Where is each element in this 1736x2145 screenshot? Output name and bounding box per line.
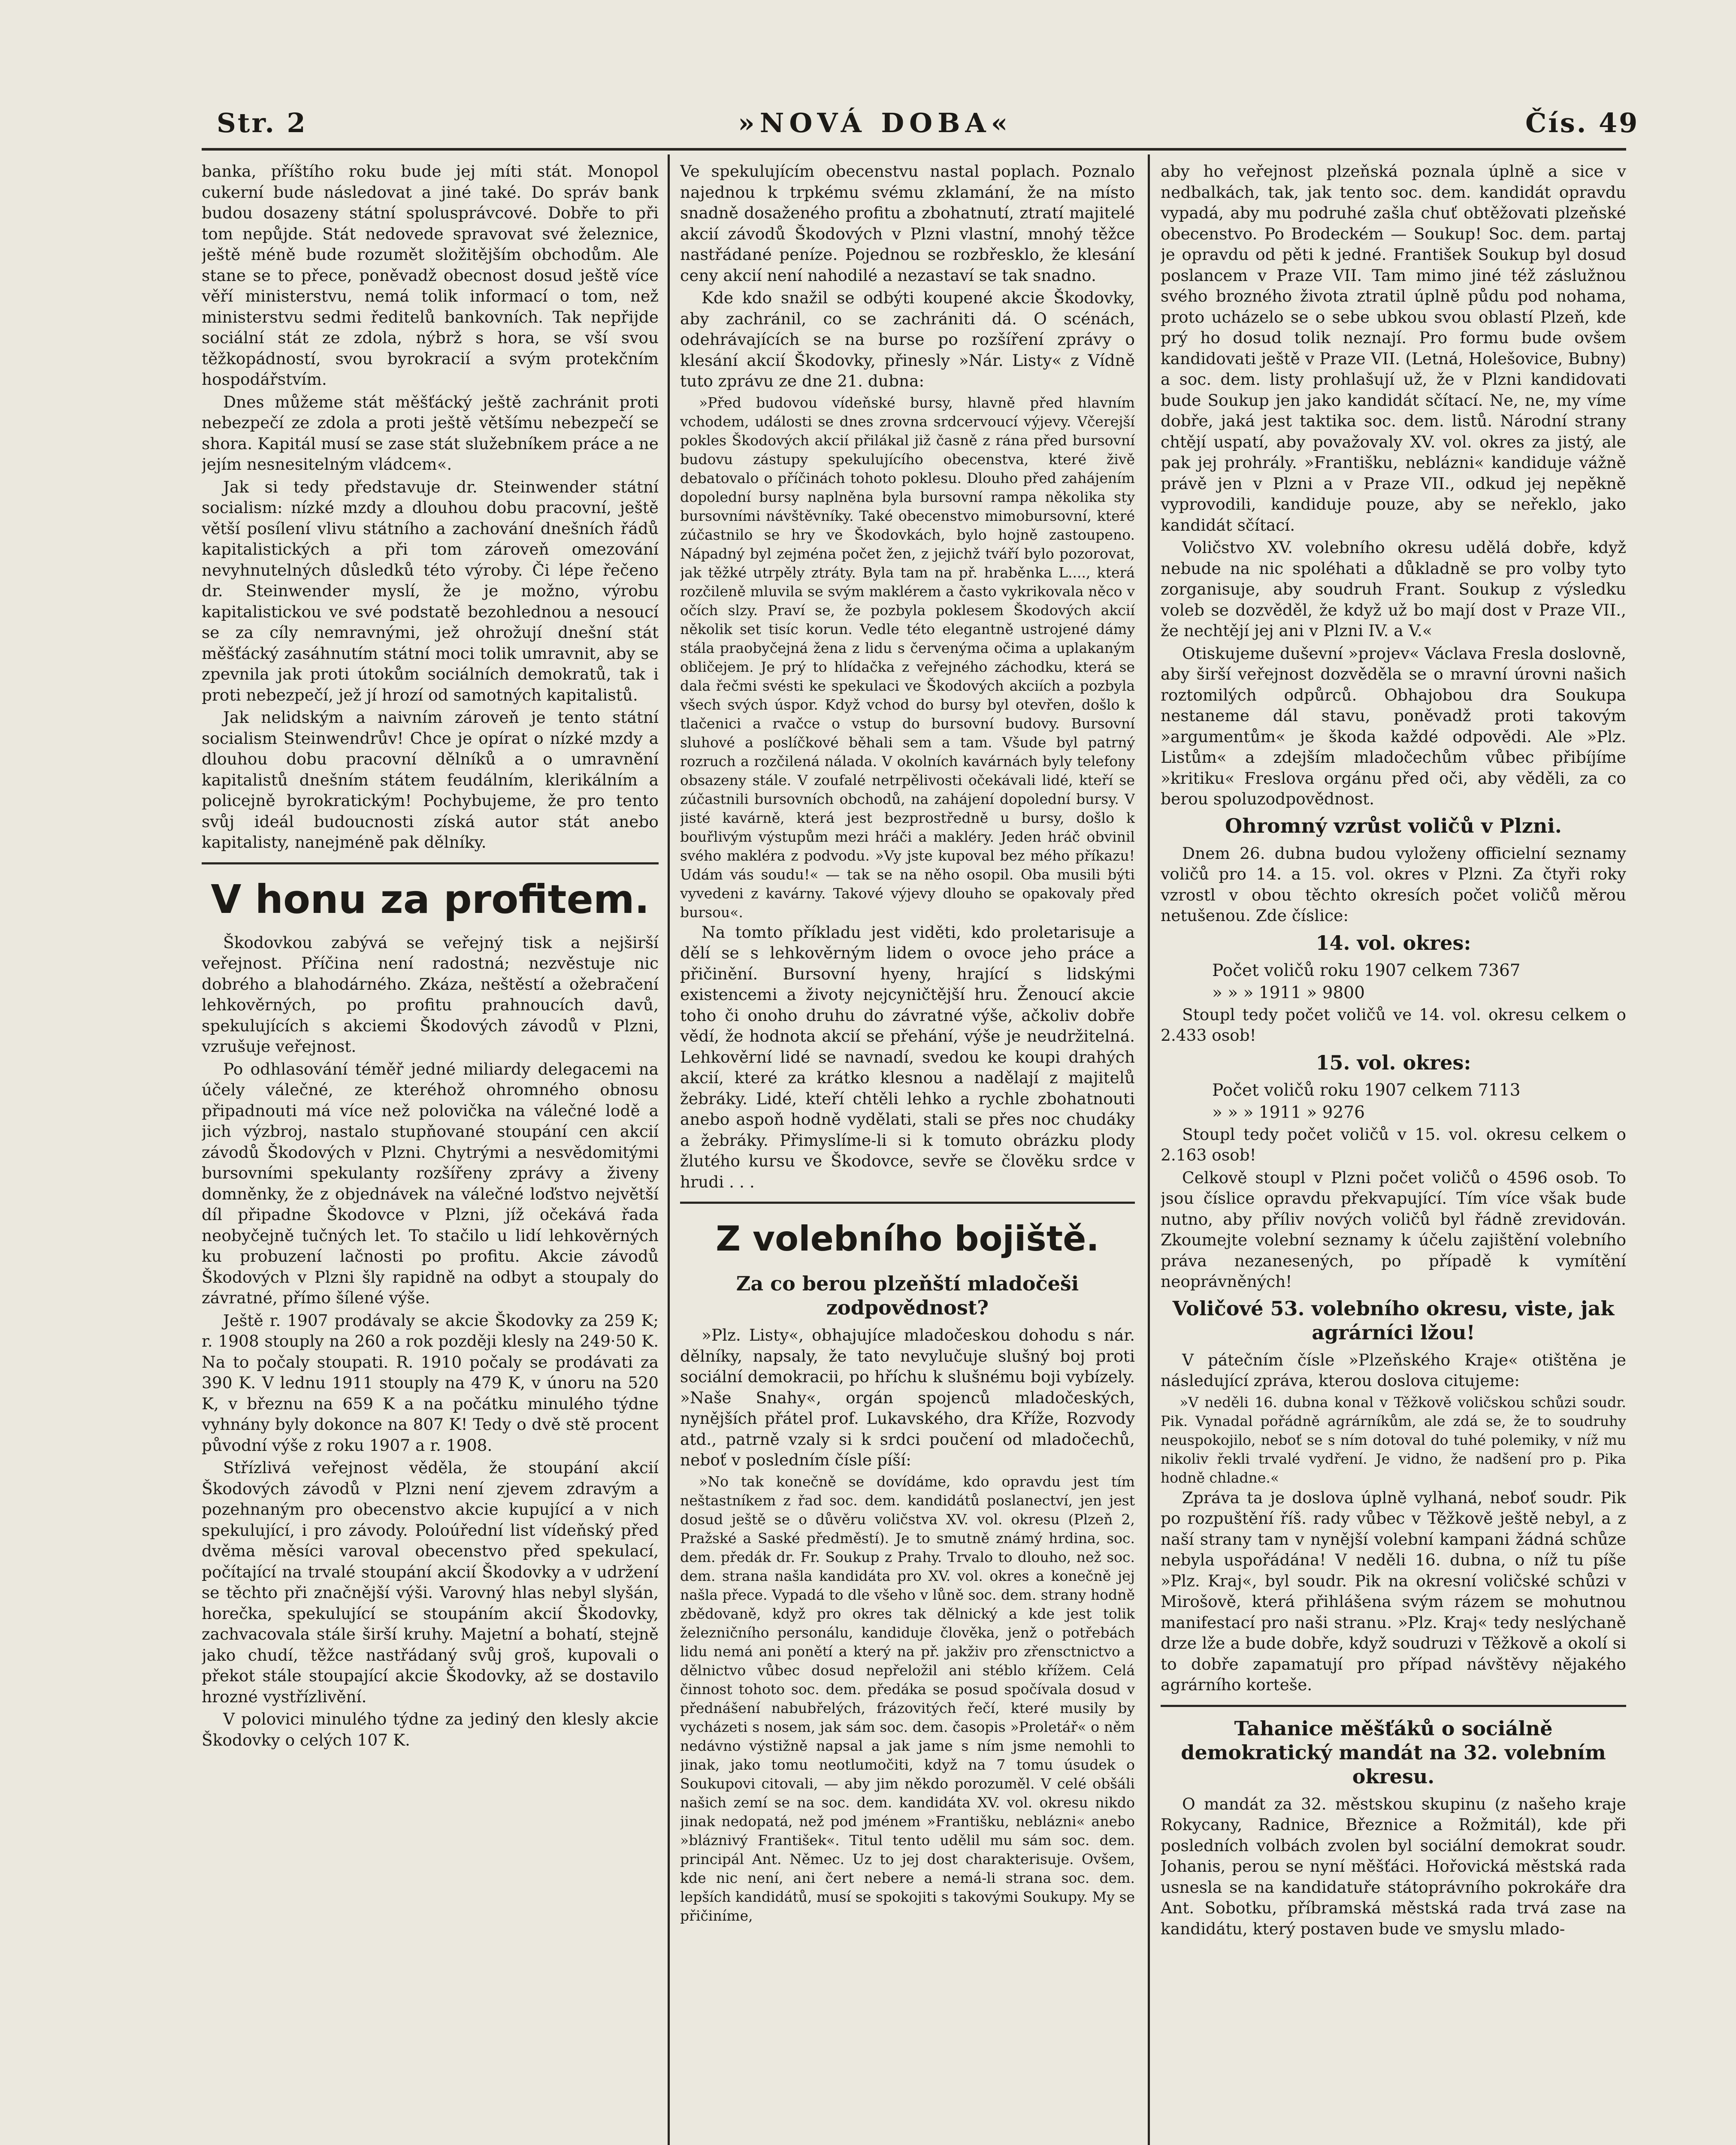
quoted-report: »No tak konečně se dovídáme, kdo opravdu jest tím neštastníkem z řad soc. dem. kandidátů poslanectví, jen jest dosud ještě se o důvěru voličstva XV. vol. okresu (Plzeň 2, Pražské a Saské předměstí). Je to smutně známý hrdina, soc. dem. předák dr. Fr. Soukup z Prahy. Trvalo to dlouho, než soc. dem. strana našla kandidáta pro XV. vol. okres a konečně jej našla přece. Vypadá to dle všeho v lůně soc. dem. strany hodně zbědovaně, když pro okres tak dělnický a kde jest tolik železničního personálu, kandiduje člověka, jenž o potřebách lidu nemá ani ponětí a který na př. jakživ pro zřensctnictvo a dělnictvo vůbec dosud nepřeložil ani stéblo křížem. Celá činnost tohoto soc. dem. předáka se posud spočívala dosud v přednášení nabubřelých, frázovitých řečí, které musily by vycházeti s nosem, jak sám soc. dem. časopis »Proletář« o něm nedávno výstižně napsal a jak jame s ním jsme nemohli to jinak, jako tomu neotlumočiti, když na 7 tomu úsudek o Soukupovi citovali, — aby jim někdo porozuměl. V celé obšáli našich zemí se na soc. dem. kandidáta XV. vol. okresu nikdo jinak nedopatá, než pod jménem »Františku, neblázni« anebo »bláznivý František«. Titul tento udělil mu sám soc. dem. principál Ant. Němec. Uz to jej dost charakterisuje. Ovšem, kde nic není, ani čert nebere a nemá-li strana soc. dem. lepších kandidátů, musí se spokojiti s takovými Soukupy. My se přičiníme,: [680, 1473, 1135, 1924]
district-heading: 15. vol. okres:: [1316, 1051, 1471, 1074]
article-subtitle: Za co berou plzeňští mladočeši zodpovědnost?: [736, 1272, 1079, 1319]
section-rule: [202, 862, 659, 864]
stat-summary: Stoupl tedy počet voličů ve 14. vol. okresu celkem o 2.433 osob!: [1161, 1005, 1626, 1045]
stat-line: Počet voličů roku 1907 celkem 7113: [1212, 1080, 1521, 1100]
article-paragraph: Střízlivá veřejnost věděla, že stoupání akcií Škodových závodů v Plzni není zjevem zdravým a pozehnaným pro obecenstvo akcie kupující a v nich spekulující, i pro závody. Poloúřední list vídeňský před dvěma měsíci varoval obecenstvo před spekulací, počítající na trvalé stoupání akcií Škodovky a v udržení se těchto při značnější výši. Varovný hlas nebyl slyšán, horečka, spekulující se stoupáním akcií Škodovky, zachvacovala stále širší kruhy. Majetní a bohatí, stejně jako chudí, těžce nastřádaný svůj groš, kupovali o překot stále stoupající akcie Škodovky, až se dostavilo hrozné vystřízlivění.: [202, 1458, 659, 1706]
stat-line: » » » 1911 » 9276: [1212, 1103, 1365, 1122]
article-paragraph: Kde kdo snažil se odbýti koupené akcie Škodovky, aby zachránil, co se zachrániti dá. O scénách, odehrávajících se na burse po rozšíření zprávy o klesání akcií Škodovky, přinesly »Nár. Listy« z Vídně tuto zprávu ze dne 21. dubna:: [680, 288, 1135, 390]
header-rule: [202, 148, 1626, 151]
column-1: [202, 161, 659, 2145]
article-paragraph: Celkově stoupl v Plzni počet voličů o 4596 osob. To jsou číslice opravdu překvapující. Tím více však bude nutno, aby příliv nových voličů byl řádně zrevidován. Zkoumejte volební seznamy k účelu zajištění volebního práva nezanesených, po případě k vymítění neoprávněných!: [1161, 1168, 1626, 1291]
article-title: Voličové 53. volebního okresu, viste, jak agrárníci lžou!: [1172, 1296, 1615, 1344]
quoted-report: »Před budovou vídeňské bursy, hlavně před hlavním vchodem, události se dnes zrovna srdcervoucí výjevy. Včerejší pokles Škodových akcií přilákal již časně z rána před bursovní budovu zástupy spekulujícího obecenstva, které živě debatovalo o příčinách tohoto poklesu. Dlouho před zahájením dopolední bursy naplněna byla bursovní rampa několika sty bursovními návštěvníky. Také obecenstvo mimobursovní, které zúčastnilo se hry ve Škodovkách, bylo hojně zastoupeno. Nápadný byl zejména počet žen, z jejichž tváří bylo pozorovat, jak těžké utrpěly ztráty. Byla tam na př. hraběnka L...., která rozčileně mluvila se svým maklérem a často vykrikovala něco v očích slzy. Praví se, že pozbyla poklesem Škodových akcií několik set tisíc korun. Vedle této elegantně ustrojené dámy stála praobyčejná žena z lidu s červenýma očima a uplakaným obličejem. Je prý to hlídačka z veřejného záchodku, která se dala řečmi svésti ke spekulaci ve Škodových akciích a pozbyla všech svých úspor. Když vchod do bursy byl otevřen, došlo k tlačenici a rvačce o vstup do bursovní budovy. Bursovní sluhové a poslíčkové běhali sem a tam. Všude byl patrný rozruch a rozčilená nálada. V okolních kavárnách byly telefony obsazeny stále. V zoufalé netrpělivosti očekávali lidé, kteří se zúčastnili bursovních obchodů, na zahájení dopolední bursy. V jisté kavárně, která jest bezprostředně u bursy, došlo k bouřlivým výstupům mezi hráči a makléry. Jeden hráč obvinil svého makléra z podvodu. »Vy jste kupoval bez mého příkazu! Udám vás soudu!« — tak se na něho osopil. Oba musili býti vyvedeni z kavárny. Takové výjevy dlouho se opakovaly před bursou«.: [680, 394, 1135, 921]
article-paragraph: Otiskujeme duševní »projev« Václava Fresla doslovně, aby širší veřejnost dozvěděla se o mravní úrovni našich roztomilých odpůrců. Obhajobou dra Soukupa nestaneme dál stavu, poněvadž proti takovým »argumentům« je škoda každé odpovědi. Ale »Plz. Listům« a zdejším mladočechům vůbec přibíjíme »kritiku« Freslova orgánu před oči, aby věděli, za co berou spoluzodpovědnost.: [1161, 644, 1626, 808]
article-paragraph: »Plz. Listy«, obhajujíce mladočeskou dohodu s nár. dělníky, napsaly, že tato nevylučuje slušný boj proti sociální demokracii, po hříchu k slušnému boji vybízely. »Naše Snahy«, orgán spojenců mladočeských, nynějších přátel prof. Lukavského, dra Kříže, Rozvody atd., patrně vzaly si k srdci poučení od mladočechů, neboť v posledním čísle píší:: [680, 1326, 1135, 1469]
article-paragraph: Dnes můžeme stát měšťácký ještě zachránit proti nebezpečí ze zdola a proti ještě většímu nebezpečí se shora. Kapitál musí se zase stát služebníkem práce a ne jejím nesnesitelným vládcem«.: [202, 392, 659, 474]
article-paragraph: O mandát za 32. městskou skupinu (z našeho kraje Rokycany, Radnice, Březnice a Rožmitál), kde při posledních volbách zvolen byl sociální demokrat soudr. Johanis, perou se nyní měšťáci. Hořovická městská rada usnesla se na kandidatuře státoprávního pokrokáře dra Ant. Sobotku, příbramská městská rada trvá zase na kandidátu, který postaven bude ve smyslu mlado-: [1161, 1794, 1626, 1938]
article-paragraph: V polovici minulého týdne za jediný den klesly akcie Škodovky o celých 107 K.: [202, 1710, 659, 1749]
article-paragraph: Ještě r. 1907 prodávaly se akcie Škodovky za 259 K; r. 1908 stouply na 260 a rok později klesly na 249·50 K. Na to počaly stoupati. R. 1910 počaly se prodávati za 390 K. V lednu 1911 stouply na 479 K, v únoru na 520 K, v březnu na 659 K a na počátku minulého týdne vyhnány byly dokonce na 807 K! Tedy o dvě stě procent původní výše z roku 1907 a r. 1908.: [202, 1311, 659, 1455]
article-paragraph: Jak nelidským a naivním zároveň je tento státní socialism Steinwendrův! Chce je opírat o nízké mzdy a dlouhou dobu pracovní dělníků a o umravnění kapitalistů dnešním státem feudálním, klerikálním a policejně byrokratickým! Pochybujeme, že pro tento svůj ideál budoucnosti získá autor stát anebo kapitalisty, nanejméně pak dělníky.: [202, 708, 659, 852]
stat-line: Počet voličů roku 1907 celkem 7367: [1212, 961, 1521, 980]
article-title: Ohromný vzrůst voličů v Plzni.: [1225, 814, 1562, 837]
article-paragraph: Po odhlasování téměř jedné miliardy delegacemi na účely válečné, ze kteréhož ohromného obnosu připadnouti má více než polovička na válečné lodě a jich výzbroj, nastalo stupňované stoupání cen akcií závodů Škodových v Plzni. Chytrými a nesvědomitými bursovními spekulanty rozšířeny zprávy a živeny domněnky, že z objednávek na válečné loďstvo největší díl připadne Škodovce v Plzni, jíž očekává řada neobyčejně tučných let. To stačilo u lidí lehkověrných ku probuzení lačnosti po profitu. Akcie závodů Škodových v Plzni šly rapidně na odbyt a stoupaly do závratné, přímo šílené výše.: [202, 1059, 659, 1307]
section-rule: [680, 1202, 1135, 1204]
article-paragraph: Ve spekulujícím obecenstvu nastal poplach. Poznalo najednou k trpkému svému zklamání, že na místo snadně dosaženého profitu a zbohatnutí, ztratí majitelé akcií závodů Škodových v Plzni vlastní, mnohý těžce nastřádané peníze. Pojednou se rozbřesklo, že klesání ceny akcií není nahodilé a nezastaví se tak snadno.: [680, 162, 1135, 285]
article-paragraph: banka, příštího roku bude jej míti stát. Monopol cukerní bude následovat a jiné také. Do správ bank budou dosazeny státní spolusprávcové. Dobře to při tom nepůjde. Stát nedovede spravovat své železnice, ještě méně bude rozumět složitějším obchodům. Ale stane se to přece, poněvadž obecnost dosud ještě více věří ministerstvu, nemá tolik informací o tom, než ministerstvu sedmi ředitelů bankovních. Tak nepřijde sociální stát ze zdola, nýbrž s hora, se vší svou těžkopádností, svou byrokracií a svým protekčním hospodářstvím.: [202, 162, 659, 389]
district-heading: 14. vol. okres:: [1316, 931, 1471, 955]
section-rule: [1161, 1705, 1626, 1707]
article-paragraph: V pátečním čísle »Plzeňského Kraje« otištěna je následující zpráva, kterou doslova citujeme:: [1161, 1350, 1626, 1390]
article-title: Tahanice měšťáků o sociálně demokratický mandát na 32. volebním okresu.: [1181, 1716, 1606, 1788]
column-divider-2: [1148, 154, 1150, 2145]
masthead-title: »NOVÁ DOBA«: [738, 107, 1013, 139]
page-number: Str. 2: [217, 107, 307, 139]
article-paragraph: aby ho veřejnost plzeňská poznala úplně a sice v nedbalkách, tak, jak tento soc. dem. kandidát opravdu vypadá, aby mu podruhé zašla chuť obtěžovati plzeňské obecenstvo. Po Brodeckém — Soukup! Soc. dem. partaj je opravdu od pěti k jedné. František Soukup byl dosud poslancem v Praze VII. Tam mimo jiné též záslužnou svého brozného života ztratil úplně půdu pod nohama, proto ucházelo se o sebe ubkou svou oblastí Plzeň, kde prý ho dosud tolik neznají. Pro formu bude ovšem kandidovati ještě v Praze VII. (Letná, Holešovice, Bubny) a soc. dem. listy prohlašují už, že v Plzni kandidovati bude Soukup jen jako kandidát sčítací. Ne, ne, my víme dobře, jaká jest taktika soc. dem. listů. Národní strany chtějí uspatí, aby považovaly XV. vol. okres za jistý, ale pak jej prohrály. »Františku, neblázni« kandiduje vážně právě jen v Plzni a v Praze VII., odkud jej nepěkně vyprovodili, kandiduje pouze, aby se neřeklo, jako kandidát sčítací.: [1161, 162, 1626, 535]
stat-line: » » » 1911 » 9800: [1212, 983, 1365, 1003]
article-paragraph: Na tomto příkladu jest viděti, kdo proletarisuje a dělí se s lehkověrným lidem o ovoce jeho práce a přičinění. Bursovní hyeny, hrající s lidskými existencemi a životy nejcyničtější hru. Ženoucí akcie toho či onoho druhu do závratné výše, ačkoliv dobře vědí, že hodnota akcií se přehání, výše je neudržitelná. Lehkověrní lidé se navnadí, svedou ke koupi drahých akcií, které za krátko klesnou a nadělají z majitelů žebráky. Lidé, kteří chtěli lehko a rychle zbohatnouti anebo aspoň hodně vydělati, stali se přes noc chudáky a žebráky. Přimyslíme-li si k tomuto obrázku plody žlutého kursu ve Škodovce, sevře se člověku srdce v hrudi . . .: [680, 922, 1135, 1191]
article-paragraph: Dnem 26. dubna budou vyloženy officielní seznamy voličů pro 14. a 15. vol. okres v Plzni. Za čtyři roky vzrostl v obou těchto okresích počet voličů měrou netušenou. Zde číslice:: [1161, 843, 1626, 925]
issue-number: Čís. 49: [1525, 107, 1639, 139]
column-2: [680, 161, 1135, 2145]
column-divider-1: [668, 154, 670, 2145]
stat-summary: Stoupl tedy počet voličů v 15. vol. okresu celkem o 2.163 osob!: [1161, 1124, 1626, 1164]
article-paragraph: Zpráva ta je doslova úplně vylhaná, neboť soudr. Pik po rozpuštění říš. rady vůbec v Těžkově ještě nebyl, a z naší strany tam v nynější volební kampani žádná schůze nebyla uspořádána! V neděli 16. dubna, o níž tu píše »Plz. Kraj«, byl soudr. Pik na okresní voličské schůzi v Mirošově, která přihlášena svým rázem se mohutnou manifestací pro naši stranu. »Plz. Kraj« tedy neslýchaně drze lže a bude dobře, když soudruzi v Těžkově a okolí si to dobře zapamatují pro případ návštěvy nějakého agrárního korteše.: [1161, 1488, 1626, 1694]
column-3: [1161, 161, 1626, 2145]
article-title: Z volebního bojiště.: [716, 1219, 1099, 1259]
article-paragraph: Škodovkou zabývá se veřejný tisk a nejširší veřejnost. Příčina není radostná; nezvěstuje nic dobrého a blahodárného. Zkáza, neštěstí a ožebračení lehkověrných, po profitu prahnoucích davů, spekulujících s akciemi Škodových závodů v Plzni, vzrušuje veřejnost.: [202, 933, 659, 1056]
article-paragraph: Jak si tedy představuje dr. Steinwender státní socialism: nízké mzdy a dlouhou dobu pracovní, ještě větší posílení vlivu státního a zachování dnešních řádů kapitalistických a při tom zároveň omezování nevyhnutelných důsledků této výroby. Či lépe řečeno dr. Steinwender myslí, že je možno, výrobu kapitalistickou ve své podstatě bezohlednou a nesoucí se za cíly nemravnými, jež ohrožují dnešní stát měšťácký zasáhnutím státní moci tolik umravnit, aby se zpevnila jak proti útokům sociálních demokratů, tak i proti nebezpečí, jež jí hrozí od samotných kapitalistů.: [202, 477, 659, 704]
article-title: V honu za profitem.: [211, 876, 650, 922]
quoted-report: »V neděli 16. dubna konal v Těžkově voličskou schůzi soudr. Pik. Vynadal pořádně agrárníkům, ale zdá se, že to soudruhy neuspokojilo, neboť se s ním dotoval do tuhé polemiky, v níž mu nikoliv řekli trvalé vydření. Je vidno, že nadšení pro p. Pika hodně chladne.«: [1161, 1393, 1626, 1486]
article-paragraph: Voličstvo XV. volebního okresu udělá dobře, když nebude na nic spoléhati a důkladně se pro volby tyto zorganisuje, aby soudruh Frant. Soukup z výsledku voleb se dozvěděl, že když už bo mají dost v Praze VII., že nechtějí jej ani v Plzni IV. a V.«: [1161, 538, 1626, 640]
